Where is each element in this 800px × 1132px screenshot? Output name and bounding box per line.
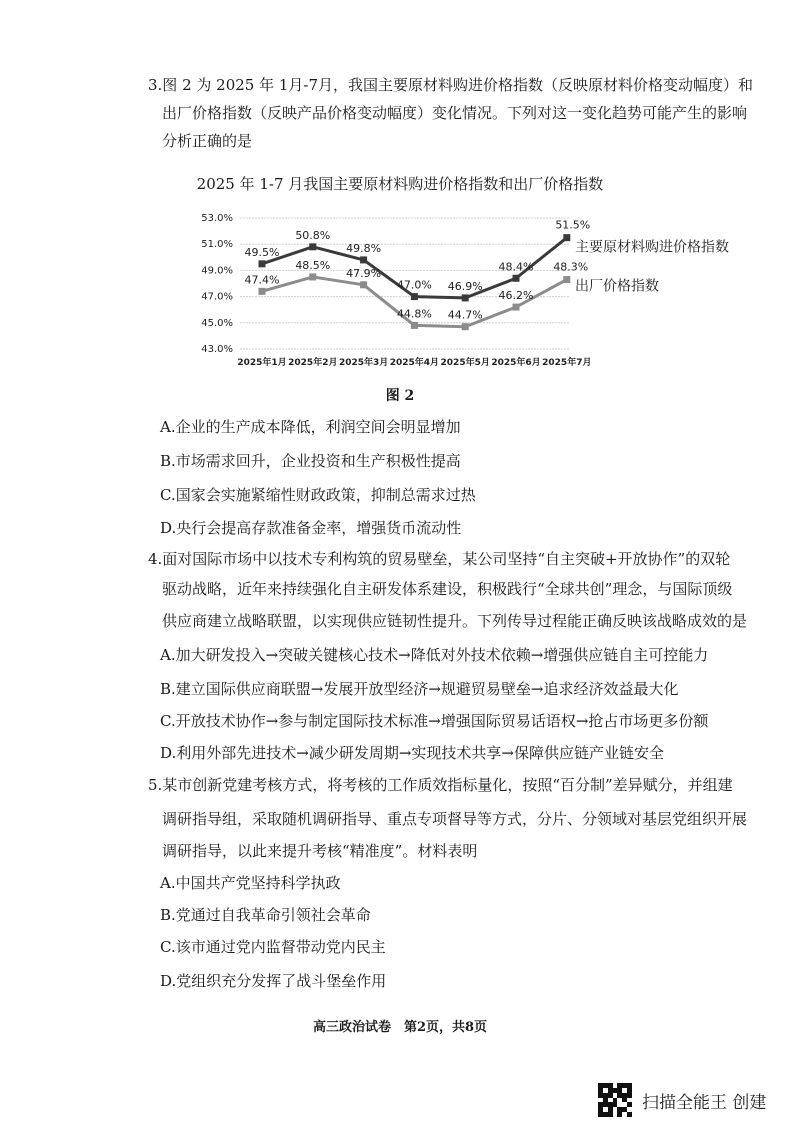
q4-option-a: A.加大研发投入→突破关键核心技术→降低对外技术依赖→增强供应链自主可控能力	[160, 646, 709, 664]
scanner-text: 扫描全能王 创建	[642, 1092, 767, 1113]
data-label: 50.8%	[295, 228, 331, 242]
q5-option-d: D.党组织充分发挥了战斗堡垒作用	[160, 972, 387, 990]
figure-label: 图 2	[385, 388, 415, 404]
x-tick-label: 2025年4月	[389, 358, 440, 368]
q5-stem-line-1: 5.某市创新党建考核方式，将考核的工作质效指标量化，按照“百分制”差异赋分，并组建	[148, 776, 733, 794]
data-point	[259, 260, 266, 267]
data-label: 47.0%	[396, 278, 432, 292]
data-label: 49.8%	[346, 241, 382, 255]
q4-option-b: B.建立国际供应商联盟→发展开放型经济→规避贸易壁垒→追求经济效益最大化	[160, 680, 679, 698]
series-legend-label: 主要原材料购进价格指数	[575, 239, 729, 256]
chart-title: 2025 年 1-7 月我国主要原材料购进价格指数和出厂价格指数	[196, 175, 604, 193]
data-label: 48.4%	[498, 260, 534, 274]
q3-option-b: B.市场需求回升，企业投资和生产积极性提高	[160, 452, 461, 470]
q4-stem-line-2: 驱动战略，近年来持续强化自主研发体系建设，积极践行“全球共创”理念，与国际顶级	[162, 580, 733, 598]
data-point	[513, 275, 520, 282]
x-tick-label: 2025年2月	[288, 358, 338, 368]
data-label: 47.4%	[244, 273, 280, 287]
scanner-watermark	[598, 1083, 766, 1117]
data-point	[513, 304, 520, 311]
q5-stem-line-2: 调研指导组，采取随机调研指导、重点专项督导等方式，分片、分领域对基层党组织开展	[162, 810, 748, 828]
x-tick-label: 2025年6月	[491, 358, 541, 368]
q4-stem-line-1: 4.面对国际市场中以技术专利构筑的贸易壁垒，某公司坚持“自主突破+开放协作”的双轮	[148, 550, 731, 568]
q4-option-c: C.开放技术协作→参与制定国际技术标准→增强国际贸易话语权→抢占市场更多份额	[160, 712, 709, 730]
data-point	[411, 322, 418, 329]
x-tick-label: 2025年3月	[338, 358, 389, 368]
y-tick-label: 49.0%	[201, 265, 233, 277]
q5-option-b: B.党通过自我革命引领社会革命	[160, 906, 371, 924]
data-label: 47.9%	[346, 266, 382, 280]
q4-option-d: D.利用外部先进技术→减少研发周期→实现技术共享→保障供应链产业链安全	[160, 744, 664, 762]
q3-stem-line-3: 分析正确的是	[162, 132, 253, 150]
data-label: 46.9%	[447, 279, 483, 293]
data-point	[563, 276, 570, 283]
data-point	[462, 294, 469, 301]
q5-option-a: A.中国共产党坚持科学执政	[160, 874, 341, 892]
y-tick-label: 43.0%	[201, 344, 233, 355]
data-label: 51.5%	[555, 218, 591, 232]
y-tick-label: 47.0%	[201, 291, 233, 303]
series-legend-label: 出厂价格指数	[575, 278, 659, 295]
x-tick-label: 2025年5月	[440, 358, 490, 368]
data-point	[563, 234, 570, 241]
y-tick-label: 51.0%	[201, 239, 233, 251]
q3-stem-line-1: 3.图 2 为 2025 年 1月-7月，我国主要原材料购进价格指数（反映原材料价格变动幅度）和	[148, 76, 754, 94]
data-label: 46.2%	[498, 289, 534, 303]
data-point	[259, 288, 266, 295]
data-label: 49.5%	[244, 245, 280, 259]
data-label: 48.5%	[295, 258, 331, 272]
q3-option-c: C.国家会实施紧缩性财政政策，抑制总需求过热	[160, 486, 476, 504]
q4-stem-line-3: 供应商建立战略联盟，以实现供应链韧性提升。下列传导过程能正确反映该战略成效的是	[162, 612, 748, 630]
page-footer: 高三政治试卷 第2页，共8页	[312, 1020, 488, 1035]
x-tick-label: 2025年7月	[542, 358, 592, 368]
q3-option-d: D.央行会提高存款准备金率，增强货币流动性	[160, 519, 462, 537]
qr-code-icon	[598, 1083, 632, 1117]
data-label: 44.8%	[396, 307, 432, 321]
data-point	[360, 256, 367, 263]
x-tick-label: 2025年1月	[237, 358, 287, 368]
data-point	[411, 293, 418, 300]
q5-stem-line-3: 调研指导，以此来提升考核“精准度”。材料表明	[162, 842, 478, 860]
data-label: 48.3%	[553, 260, 589, 274]
data-point	[462, 323, 469, 330]
q3-option-a: A.企业的生产成本降低，利润空间会明显增加	[160, 418, 461, 436]
price-index-line-chart	[0, 0, 800, 380]
data-point	[309, 273, 316, 280]
y-tick-label: 53.0%	[201, 213, 233, 224]
data-point	[309, 243, 316, 250]
q5-option-c: C.该市通过党内监督带动党内民主	[160, 938, 386, 956]
q3-stem-line-2: 出厂价格指数（反映产品价格变动幅度）变化情况。下列对这一变化趋势可能产生的影响	[162, 104, 748, 122]
data-label: 44.7%	[447, 308, 483, 322]
y-tick-label: 45.0%	[201, 317, 233, 329]
data-point	[360, 281, 367, 288]
